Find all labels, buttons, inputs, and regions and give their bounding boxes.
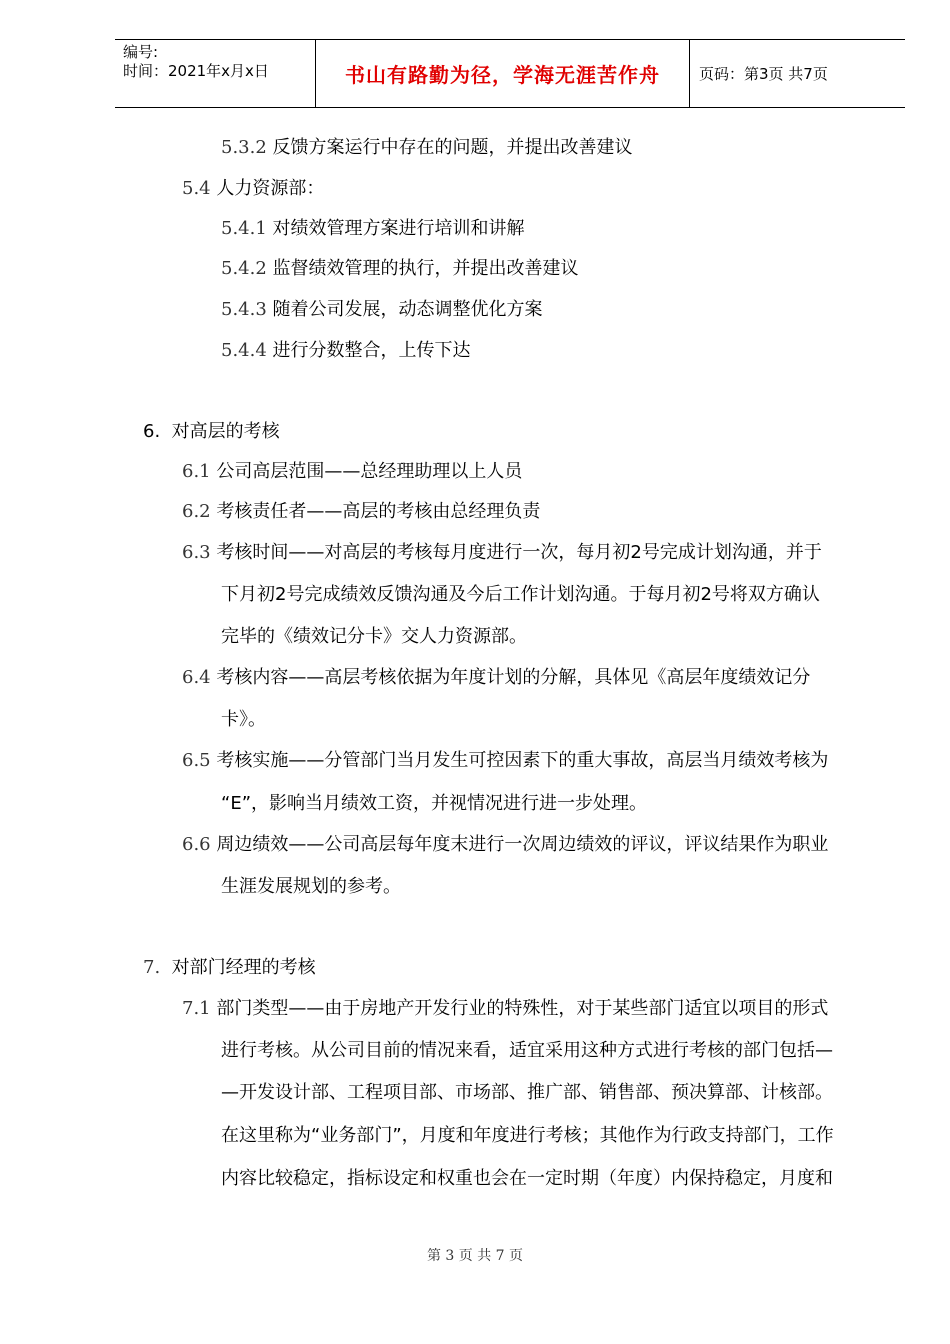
line-7-1: 7.1 部门类型——由于房地产开发行业的特殊性，对于某些部门适宜以项目的形式 bbox=[182, 998, 829, 1019]
page-header bbox=[115, 39, 905, 108]
line-5-4: 5.4 人力资源部： bbox=[182, 178, 325, 199]
line-6-6: 6.6 周边绩效——公司高层每年度末进行一次周边绩效的评议，评议结果作为职业 bbox=[182, 834, 829, 855]
line-7-1-cont2: —开发设计部、工程项目部、市场部、推广部、销售部、预决算部、计核部。 bbox=[221, 1082, 833, 1103]
line-6-1: 6.1 公司高层范围——总经理助理以上人员 bbox=[182, 461, 523, 482]
page-footer: 第 3 页 共 7 页 bbox=[426, 1248, 524, 1264]
line-7-1-cont3: 在这里称为“业务部门”，月度和年度进行考核；其他作为行政支持部门，工作 bbox=[221, 1125, 834, 1146]
line-6-3-cont2: 完毕的《绩效记分卡》交人力资源部。 bbox=[221, 626, 527, 647]
line-6-2: 6.2 考核责任者——高层的考核由总经理负责 bbox=[182, 501, 541, 522]
line-6-5: 6.5 考核实施——分管部门当月发生可控因素下的重大事故，高层当月绩效考核为 bbox=[182, 750, 829, 771]
header-page-cell bbox=[689, 40, 905, 107]
line-6-6-cont: 生涯发展规划的参考。 bbox=[221, 876, 401, 897]
line-6-4-cont: 卡》。 bbox=[221, 709, 266, 730]
line-5-4-4: 5.4.4 进行分数整合，上传下达 bbox=[221, 340, 471, 361]
section-7-heading: 7. 对部门经理的考核 bbox=[143, 957, 316, 978]
section-6-heading: 6. 对高层的考核 bbox=[143, 421, 280, 442]
line-5-3-2: 5.3.2 反馈方案运行中存在的问题，并提出改善建议 bbox=[221, 137, 633, 158]
page-info: 页码：第3页 共7页 bbox=[699, 65, 828, 83]
line-6-4: 6.4 考核内容——高层考核依据为年度计划的分解，具体见《高层年度绩效记分 bbox=[182, 667, 811, 688]
line-7-1-cont4: 内容比较稳定，指标设定和权重也会在一定时期（年度）内保持稳定，月度和 bbox=[221, 1168, 833, 1189]
line-5-4-3: 5.4.3 随着公司发展，动态调整优化方案 bbox=[221, 299, 543, 320]
time-label: 时间：2021年x月x日 bbox=[123, 62, 269, 80]
line-5-4-2: 5.4.2 监督绩效管理的执行，并提出改善建议 bbox=[221, 258, 579, 279]
line-7-1-cont1: 进行考核。从公司目前的情况来看，适宜采用这种方式进行考核的部门包括— bbox=[221, 1040, 833, 1061]
line-6-3: 6.3 考核时间——对高层的考核每月度进行一次，每月初2号完成计划沟通，并于 bbox=[182, 542, 822, 563]
serial-label: 编号: bbox=[123, 43, 159, 61]
header-motto-cell bbox=[315, 40, 690, 107]
line-5-4-1: 5.4.1 对绩效管理方案进行培训和讲解 bbox=[221, 218, 525, 239]
line-6-5-cont: “E”，影响当月绩效工资，并视情况进行进一步处理。 bbox=[221, 793, 648, 814]
motto-text: 书山有路勤为径，学海无涯苦作舟 bbox=[345, 63, 660, 87]
line-6-3-cont1: 下月初2号完成绩效反馈沟通及今后工作计划沟通。于每月初2号将双方确认 bbox=[221, 584, 820, 605]
header-meta-cell bbox=[115, 40, 315, 107]
